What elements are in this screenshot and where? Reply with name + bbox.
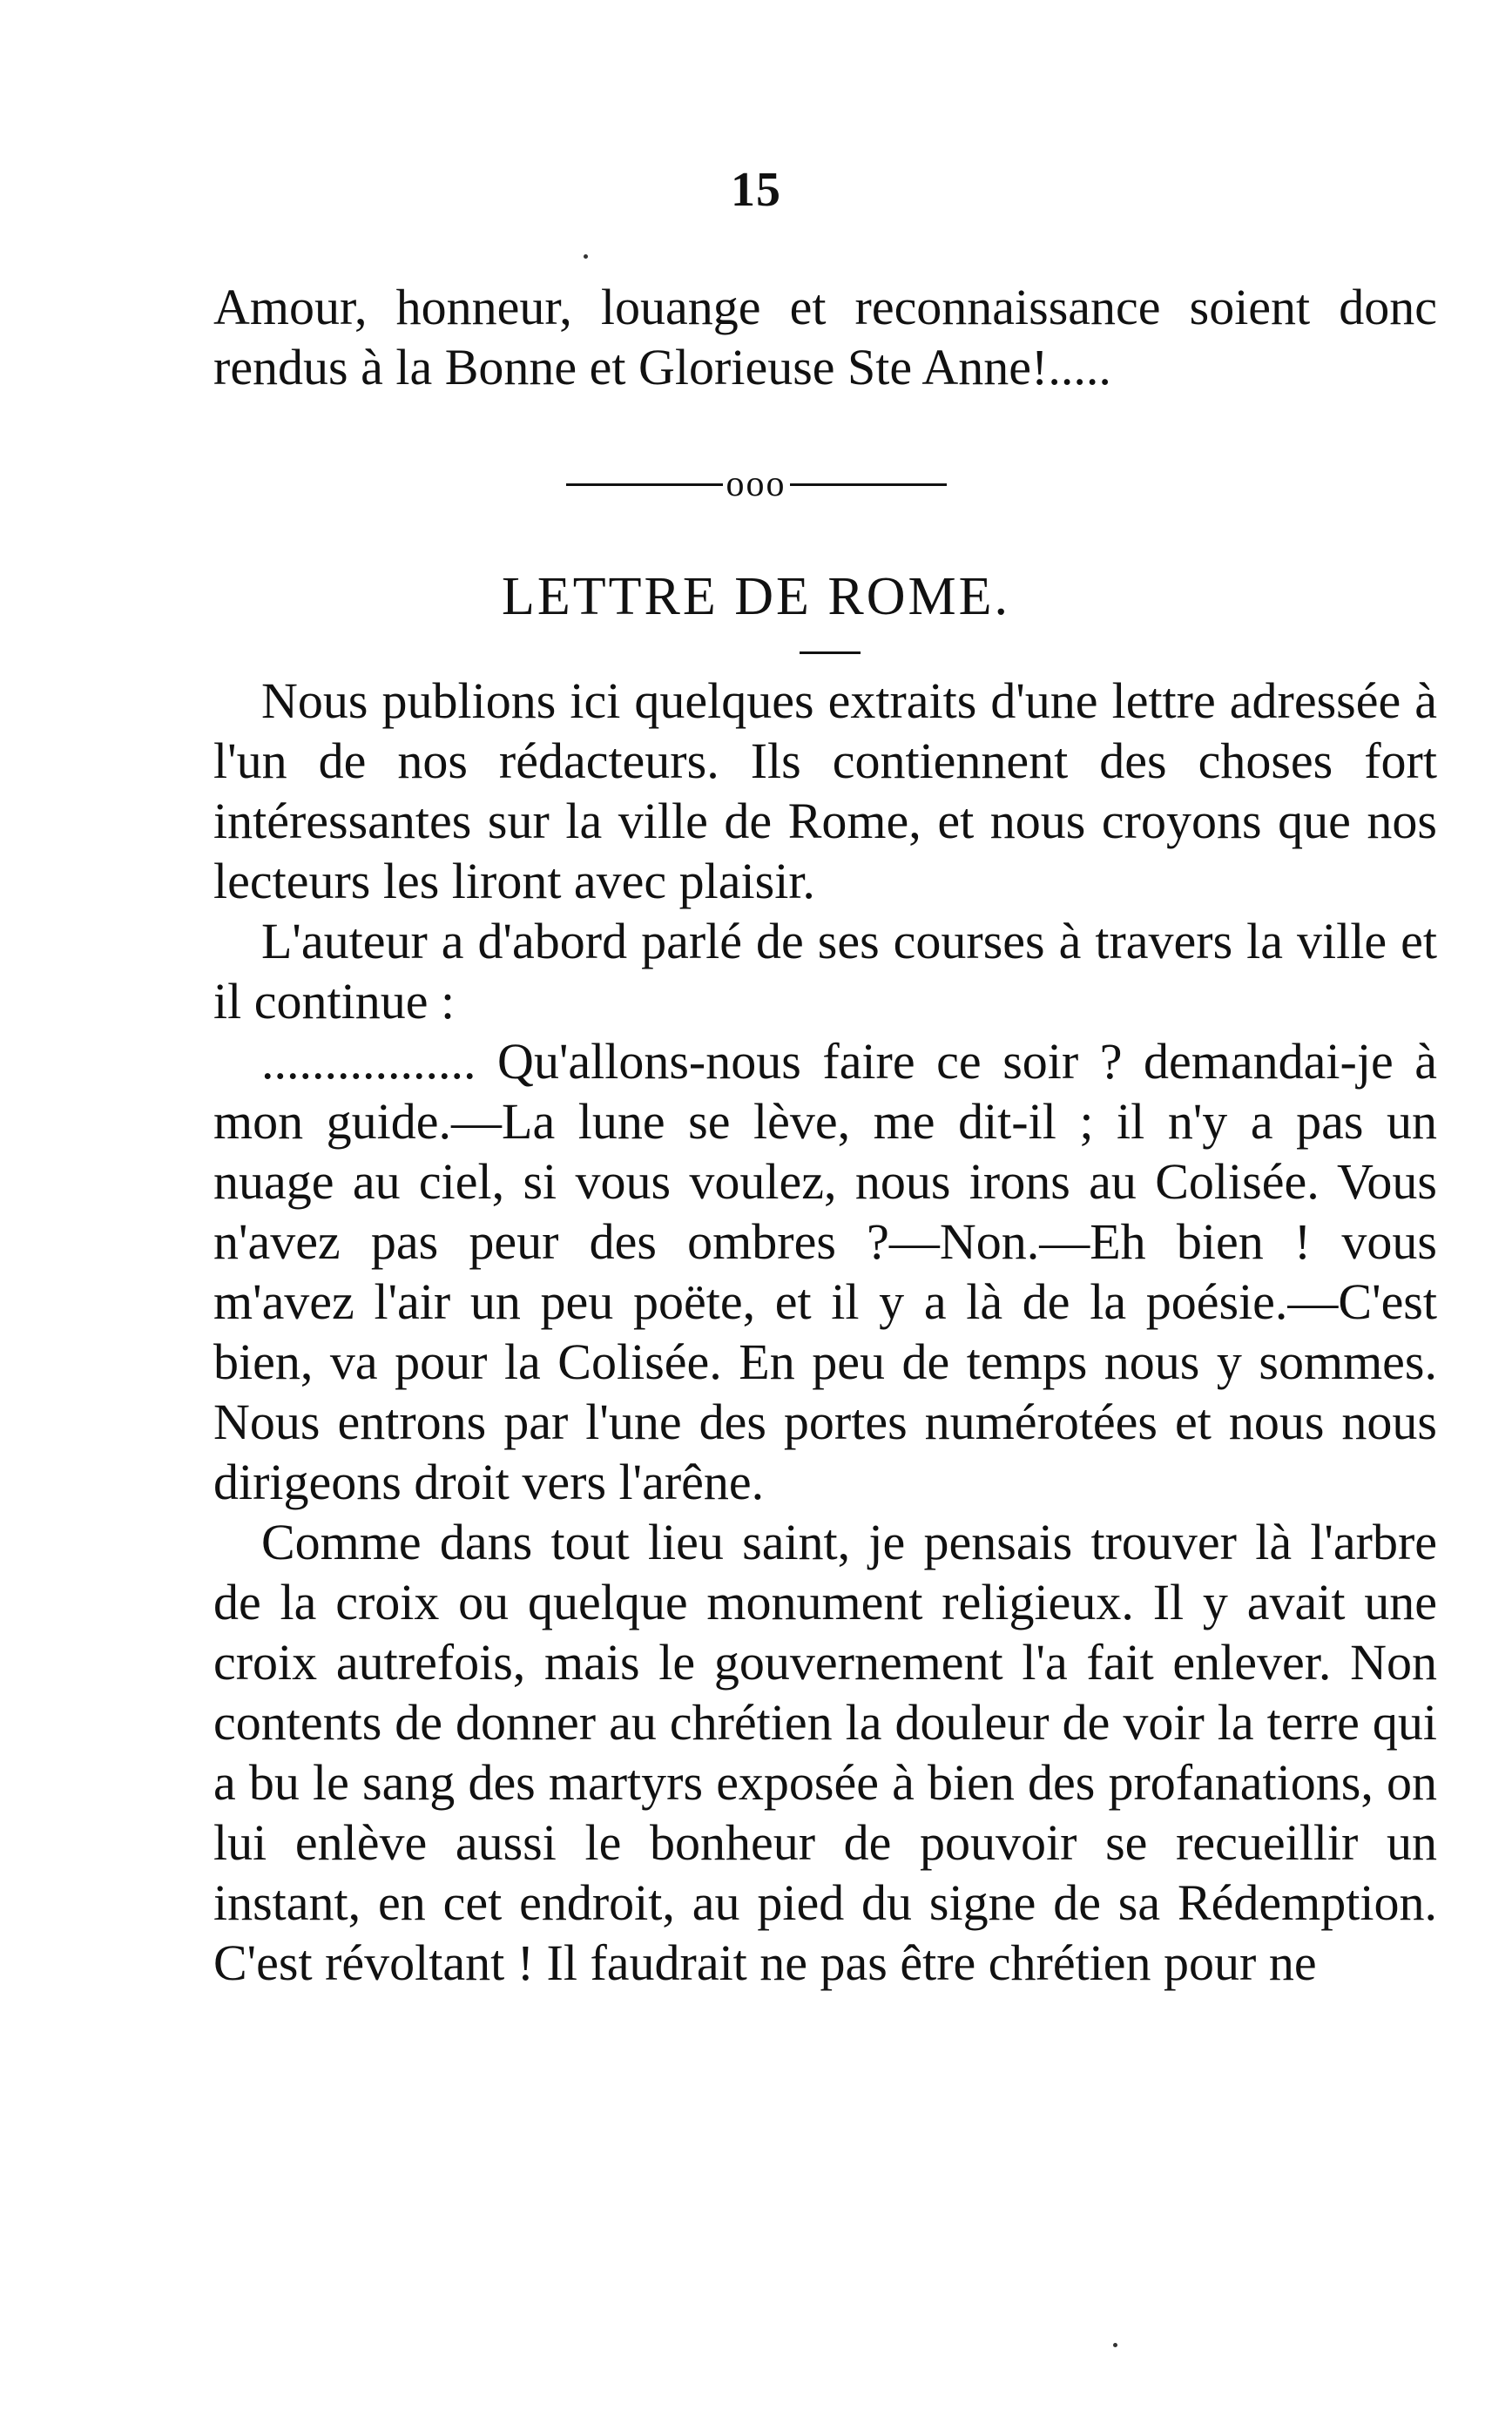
opening-text	[213, 277, 1437, 397]
section-heading: LETTRE DE ROME.	[502, 567, 1010, 626]
paragraph-dialogue: ................. Qu'allons-nous faire ce soir ? demandai-je à mon guide.—La lune se lève, me dit-il ; il n'y a pas un nuage au ciel, si vous voulez, nous irons au Colisée. Vous n'avez pas peur des ombres ?—Non.—Eh bien ! vous m'avez l'air un peu poëte, et il y a là de la poésie.—C'est bien, va pour la Colisée. En peu de temps nous y sommes. Nous entrons par l'une des portes numérotées et nous nous dirigeons droit vers l'arêne.	[213, 1033, 1437, 1510]
section-separator	[0, 456, 1512, 510]
letter-body	[213, 671, 1437, 1993]
ink-speck	[1113, 2343, 1117, 2347]
page-number: 15	[731, 163, 781, 217]
paragraph-author: L'auteur a d'abord parlé de ses courses à travers la ville et il continue :	[213, 913, 1437, 1029]
separator-rule-left	[566, 483, 723, 486]
heading-rule	[800, 651, 861, 654]
separator-rule-right	[790, 483, 947, 486]
separator-mark: ooo	[726, 464, 786, 505]
paragraph-intro: Nous publions ici quelques extraits d'une lettre adressée à l'un de nos rédacteurs. Ils contiennent des choses fort intéressantes sur la ville de Rome, et nous croyons que nos lecteurs les liront avec plaisir.	[213, 672, 1437, 909]
closing-paragraph: Amour, honneur, louange et reconnaissance soient donc rendus à la Bonne et Glorieuse Ste Anne!.....	[213, 279, 1437, 395]
paragraph-colosseum: Comme dans tout lieu saint, je pensais trouver là l'arbre de la croix ou quelque monument religieux. Il y avait une croix autrefois, mais le gouvernement l'a fait enlever. Non contents de donner au chrétien la douleur de voir la terre qui a bu le sang des martyrs exposée à bien des profanations, on lui enlève aussi le bonheur de pouvoir se recueillir un instant, en cet endroit, au pied du signe de sa Rédemption. C'est révoltant ! Il faudrait ne pas être chrétien pour ne	[213, 1514, 1437, 1991]
ink-speck	[584, 254, 588, 259]
